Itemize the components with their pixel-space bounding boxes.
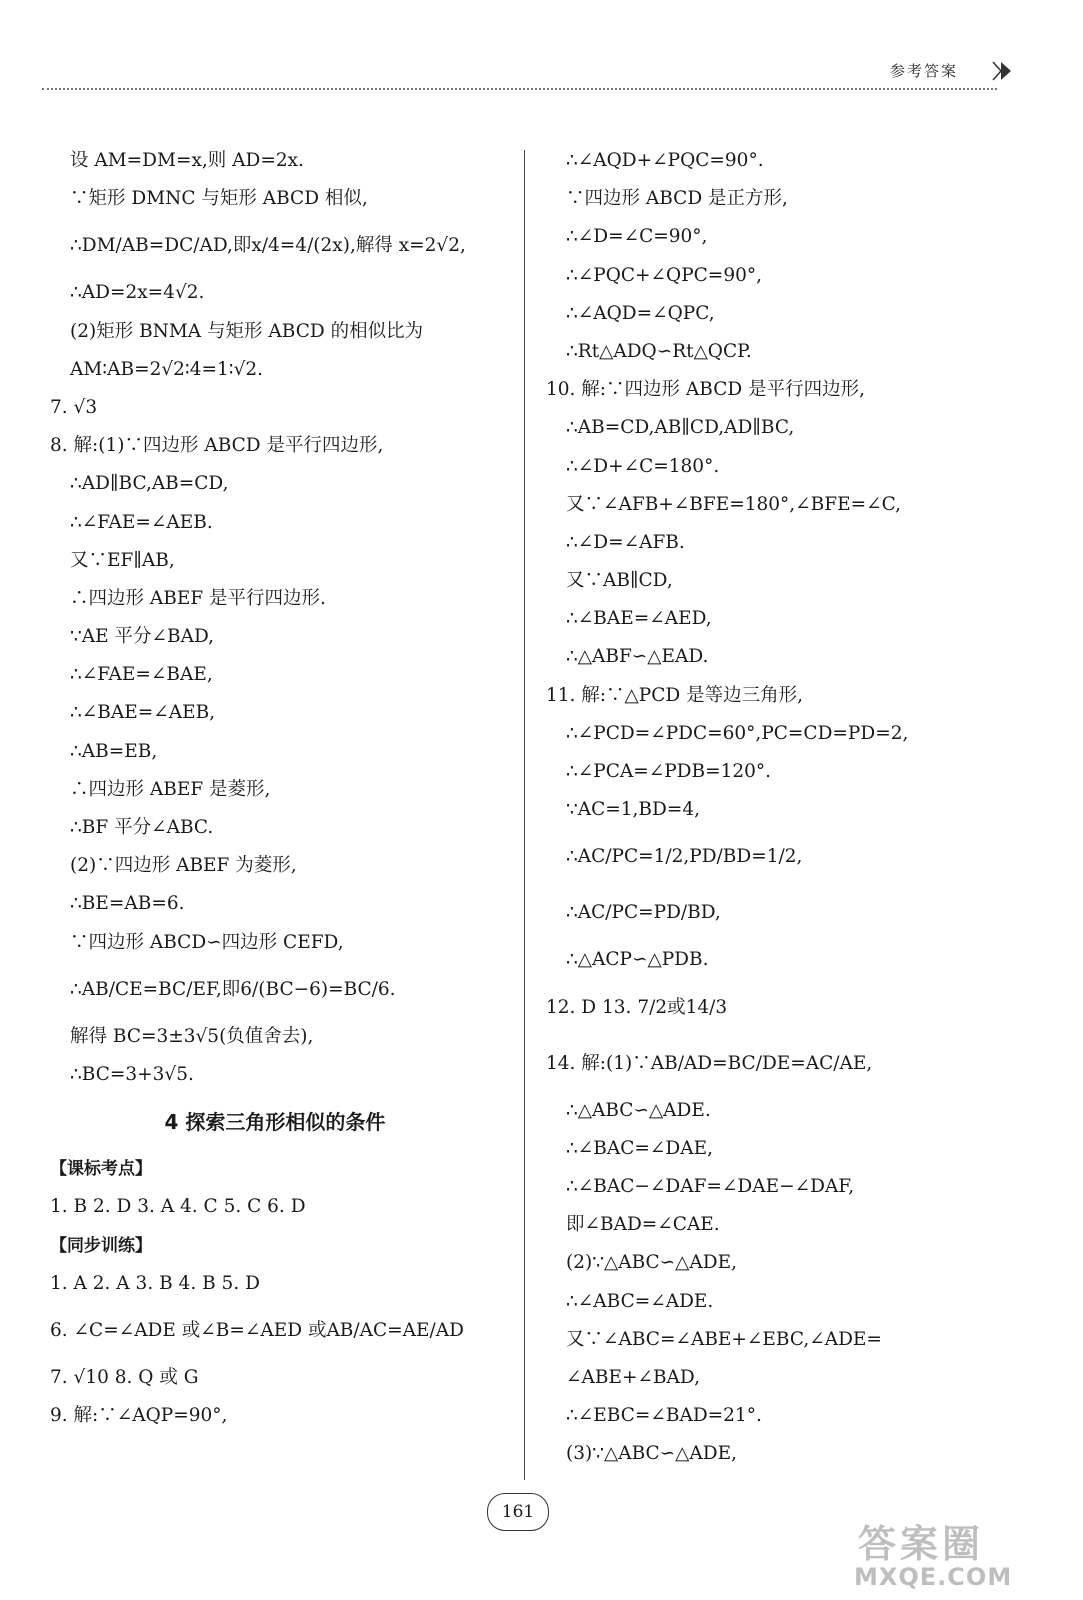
right-answer-line: ∴Rt△ADQ∽Rt△QCP. xyxy=(566,340,752,362)
right-answer-line: 14. 解:(1)∵AB/AD=BC/DE=AC/AE, xyxy=(546,1052,873,1074)
right-answer-line: ∴∠D=∠AFB. xyxy=(566,531,685,553)
right-column xyxy=(546,142,1016,1473)
left-answer-line: ∴AB/CE=BC/EF,即6/(BC−6)=BC/6. xyxy=(70,978,396,1000)
right-answer-line: 又∵∠AFB+∠BFE=180°,∠BFE=∠C, xyxy=(566,493,901,515)
left-answer-line: 7. √10 8. Q 或 G xyxy=(50,1366,199,1388)
right-answer-line: (2)∵△ABC∽△ADE, xyxy=(566,1252,737,1274)
right-answer-line: 又∵AB∥CD, xyxy=(566,570,673,592)
right-answer-line: ∴AB=CD,AB∥CD,AD∥BC, xyxy=(566,417,795,439)
left-answer-line: AM∶AB=2√2∶4=1∶√2. xyxy=(70,358,264,380)
right-answer-line: ∴∠D+∠C=180°. xyxy=(566,455,720,477)
left-answer-line: 解得 BC=3±3√5(负值舍去), xyxy=(70,1025,314,1047)
left-answer-line: 6. ∠C=∠ADE 或∠B=∠AED 或AB/AC=AE/AD xyxy=(50,1319,464,1341)
left-answer-line: 1. B 2. D 3. A 4. C 5. C 6. D xyxy=(50,1196,306,1218)
right-answer-line: ∴∠BAC=∠DAE, xyxy=(566,1137,713,1159)
left-answer-line: 9. 解:∵∠AQP=90°, xyxy=(50,1405,228,1427)
left-column xyxy=(50,142,500,1435)
left-answer-line: (2)矩形 BNMA 与矩形 ABCD 的相似比为 xyxy=(70,320,424,342)
right-answer-line: ∴∠AQD=∠QPC, xyxy=(566,302,715,324)
right-answer-line: ∴∠AQD+∠PQC=90°. xyxy=(566,150,764,171)
left-answer-line: 4 探索三角形相似的条件 xyxy=(164,1110,386,1135)
column-divider xyxy=(524,150,525,1480)
left-answer-line: (2)∵四边形 ABEF 为菱形, xyxy=(70,855,297,877)
right-answer-line: ∴∠D=∠C=90°, xyxy=(566,226,708,248)
right-answer-line: (3)∵△ABC∽△ADE, xyxy=(566,1443,737,1465)
left-answer-line: ∴∠FAE=∠AEB. xyxy=(70,511,213,533)
watermark-logo: 答案圈 MXQE.COM xyxy=(854,1522,1013,1591)
left-answer-line: ∴∠BAE=∠AEB, xyxy=(70,702,216,724)
left-answer-line: ∴四边形 ABEF 是菱形, xyxy=(70,778,271,800)
right-answer-line: 11. 解:∵△PCD 是等边三角形, xyxy=(546,684,803,706)
left-answer-line: ∴BC=3+3√5. xyxy=(70,1063,194,1085)
left-answer-line: ∴AD∥BC,AB=CD, xyxy=(70,473,229,495)
right-answer-line: 又∵∠ABC=∠ABE+∠EBC,∠ADE= xyxy=(566,1328,882,1350)
right-answer-line: 12. D 13. 7/2或14/3 xyxy=(546,996,728,1018)
left-answer-line: ∵四边形 ABCD∽四边形 CEFD, xyxy=(70,931,344,953)
right-answer-line: ∠ABE+∠BAD, xyxy=(566,1366,700,1388)
right-answer-line: ∴∠EBC=∠BAD=21°. xyxy=(566,1405,762,1427)
header-label: 参考答案 xyxy=(890,62,959,80)
right-answer-line: ∴△ABC∽△ADE. xyxy=(566,1099,711,1121)
left-answer-line: ∴∠FAE=∠BAE, xyxy=(70,664,213,686)
right-answer-line: ∴∠PCD=∠PDC=60°,PC=CD=PD=2, xyxy=(566,722,909,744)
right-answer-line: ∵AC=1,BD=4, xyxy=(566,799,701,821)
right-answer-line: ∴△ABF∽△EAD. xyxy=(566,646,709,668)
left-answer-line: ∵矩形 DMNC 与矩形 ABCD 相似, xyxy=(70,188,368,210)
left-answer-line: 8. 解:(1)∵四边形 ABCD 是平行四边形, xyxy=(50,435,384,457)
left-answer-line: ∴AB=EB, xyxy=(70,740,158,762)
right-answer-line: ∴∠PQC+∠QPC=90°, xyxy=(566,264,762,286)
right-answer-line: 即∠BAD=∠CAE. xyxy=(566,1214,720,1236)
left-answer-line: 设 AM=DM=x,则 AD=2x. xyxy=(70,150,304,171)
right-answer-line: 10. 解:∵四边形 ABCD 是平行四边形, xyxy=(546,379,865,401)
right-answer-line: ∴AC/PC=PD/BD, xyxy=(566,902,721,924)
left-answer-line: ∴四边形 ABEF 是平行四边形. xyxy=(70,587,326,609)
right-answer-line: ∴∠PCA=∠PDB=120°. xyxy=(566,761,772,782)
page-number: 161 xyxy=(487,1493,549,1531)
header-divider xyxy=(42,88,997,90)
right-answer-line: ∴∠ABC=∠ADE. xyxy=(566,1290,714,1312)
left-answer-line: ∴BF 平分∠ABC. xyxy=(70,817,214,838)
left-answer-line: ∴DM/AB=DC/AD,即x/4=4/(2x),解得 x=2√2, xyxy=(70,235,466,257)
left-answer-line: 【同步训练】 xyxy=(50,1235,152,1256)
right-answer-line: ∴∠BAE=∠AED, xyxy=(566,608,712,630)
left-answer-line: 又∵EF∥AB, xyxy=(70,549,175,571)
left-answer-line: 1. A 2. A 3. B 4. B 5. D xyxy=(50,1272,260,1294)
right-answer-line: ∵四边形 ABCD 是正方形, xyxy=(566,188,788,210)
right-answer-line: ∴∠BAC−∠DAF=∠DAE−∠DAF, xyxy=(566,1175,855,1197)
left-answer-line: ∵AE 平分∠BAD, xyxy=(70,626,215,648)
left-answer-line: ∴AD=2x=4√2. xyxy=(70,282,205,304)
left-answer-line: 【课标考点】 xyxy=(50,1159,152,1180)
left-answer-line: ∴BE=AB=6. xyxy=(70,893,185,915)
right-answer-line: ∴△ACP∽△PDB. xyxy=(566,949,709,971)
arrow-right-icon xyxy=(990,58,1016,84)
right-answer-line: ∴AC/PC=1/2,PD/BD=1/2, xyxy=(566,846,803,868)
left-answer-line: 7. √3 xyxy=(50,396,98,418)
